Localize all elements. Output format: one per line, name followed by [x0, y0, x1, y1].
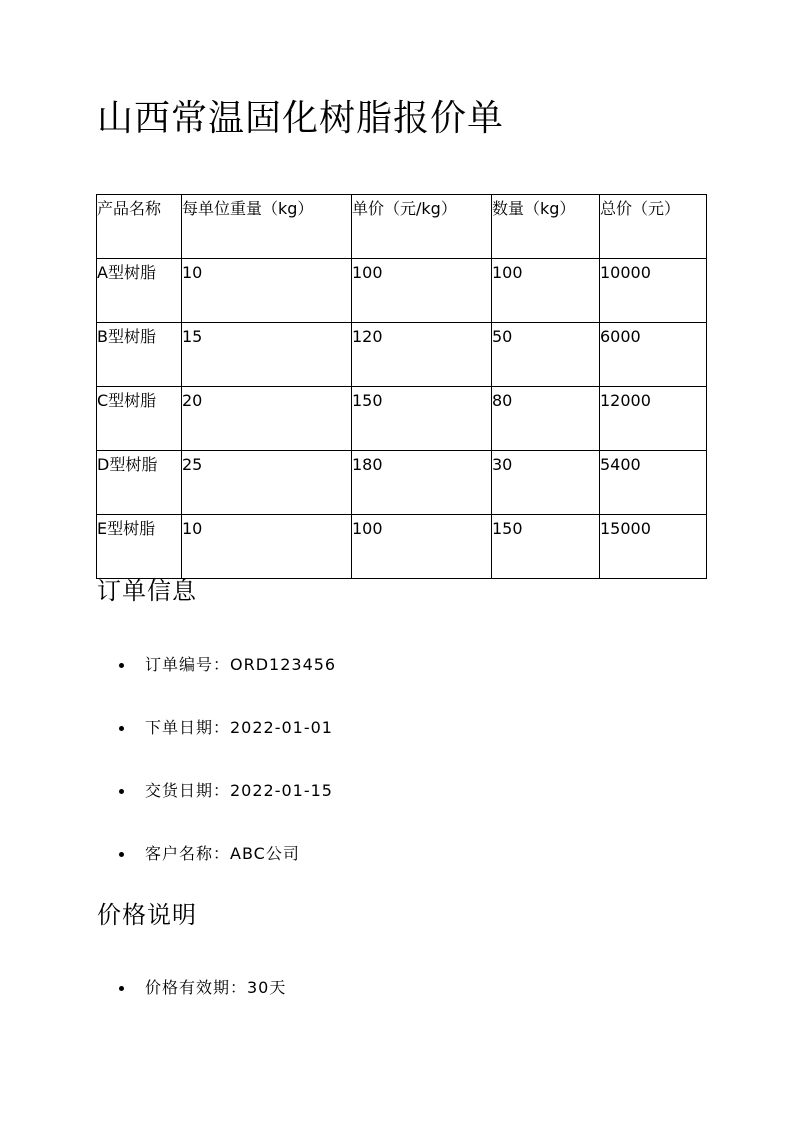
table-cell-unit-price: 100 [352, 515, 492, 579]
order-info-heading: 订单信息 [97, 577, 197, 605]
table-row [97, 259, 707, 323]
table-cell-total-price: 10000 [600, 259, 707, 323]
table-cell-unit-weight: 10 [182, 259, 352, 323]
table-row [97, 387, 707, 451]
table-cell-total-price: 15000 [600, 515, 707, 579]
list-item-order-number [117, 654, 336, 676]
column-header-product-name: 产品名称 [97, 195, 182, 259]
table-cell-unit-weight: 10 [182, 515, 352, 579]
table-cell-unit-price: 150 [352, 387, 492, 451]
bullet-icon [119, 852, 124, 857]
list-item-text: 交货日期：2022-01-15 [145, 781, 333, 800]
price-table [96, 194, 707, 579]
table-cell-unit-weight: 25 [182, 451, 352, 515]
table-header-row [97, 195, 707, 259]
table-cell-quantity: 150 [492, 515, 600, 579]
bullet-icon [119, 726, 124, 731]
table-cell-unit-price: 120 [352, 323, 492, 387]
list-item-text: 客户名称：ABC公司 [145, 844, 300, 863]
bullet-icon [119, 663, 124, 668]
column-header-unit-weight: 每单位重量（kg） [182, 195, 352, 259]
table-row [97, 515, 707, 579]
list-item-validity-period [117, 977, 286, 999]
column-header-quantity: 数量（kg） [492, 195, 600, 259]
bullet-icon [119, 789, 124, 794]
price-notes-list [117, 977, 286, 999]
column-header-unit-price: 单价（元/kg） [352, 195, 492, 259]
list-item-text: 下单日期：2022-01-01 [145, 718, 333, 737]
table-cell-quantity: 100 [492, 259, 600, 323]
order-info-list [117, 654, 336, 865]
bullet-icon [119, 986, 124, 991]
table-row [97, 451, 707, 515]
table-cell-unit-price: 100 [352, 259, 492, 323]
price-notes-heading: 价格说明 [97, 901, 197, 929]
list-item-text: 价格有效期：30天 [145, 978, 287, 997]
page-title: 山西常温固化树脂报价单 [97, 98, 505, 139]
table-cell-unit-weight: 15 [182, 323, 352, 387]
table-cell-unit-price: 180 [352, 451, 492, 515]
table-cell-product-name: B型树脂 [97, 323, 182, 387]
column-header-total-price: 总价（元） [600, 195, 707, 259]
table-cell-total-price: 5400 [600, 451, 707, 515]
list-item-text: 订单编号：ORD123456 [145, 655, 337, 674]
table-cell-product-name: D型树脂 [97, 451, 182, 515]
table-cell-unit-weight: 20 [182, 387, 352, 451]
table-cell-quantity: 80 [492, 387, 600, 451]
table-cell-product-name: C型树脂 [97, 387, 182, 451]
table-cell-quantity: 50 [492, 323, 600, 387]
table-cell-total-price: 6000 [600, 323, 707, 387]
list-item-delivery-date [117, 780, 336, 802]
table-cell-quantity: 30 [492, 451, 600, 515]
list-item-customer-name [117, 843, 336, 865]
table-cell-product-name: E型树脂 [97, 515, 182, 579]
table-cell-product-name: A型树脂 [97, 259, 182, 323]
table-cell-total-price: 12000 [600, 387, 707, 451]
table-row [97, 323, 707, 387]
list-item-order-date [117, 717, 336, 739]
